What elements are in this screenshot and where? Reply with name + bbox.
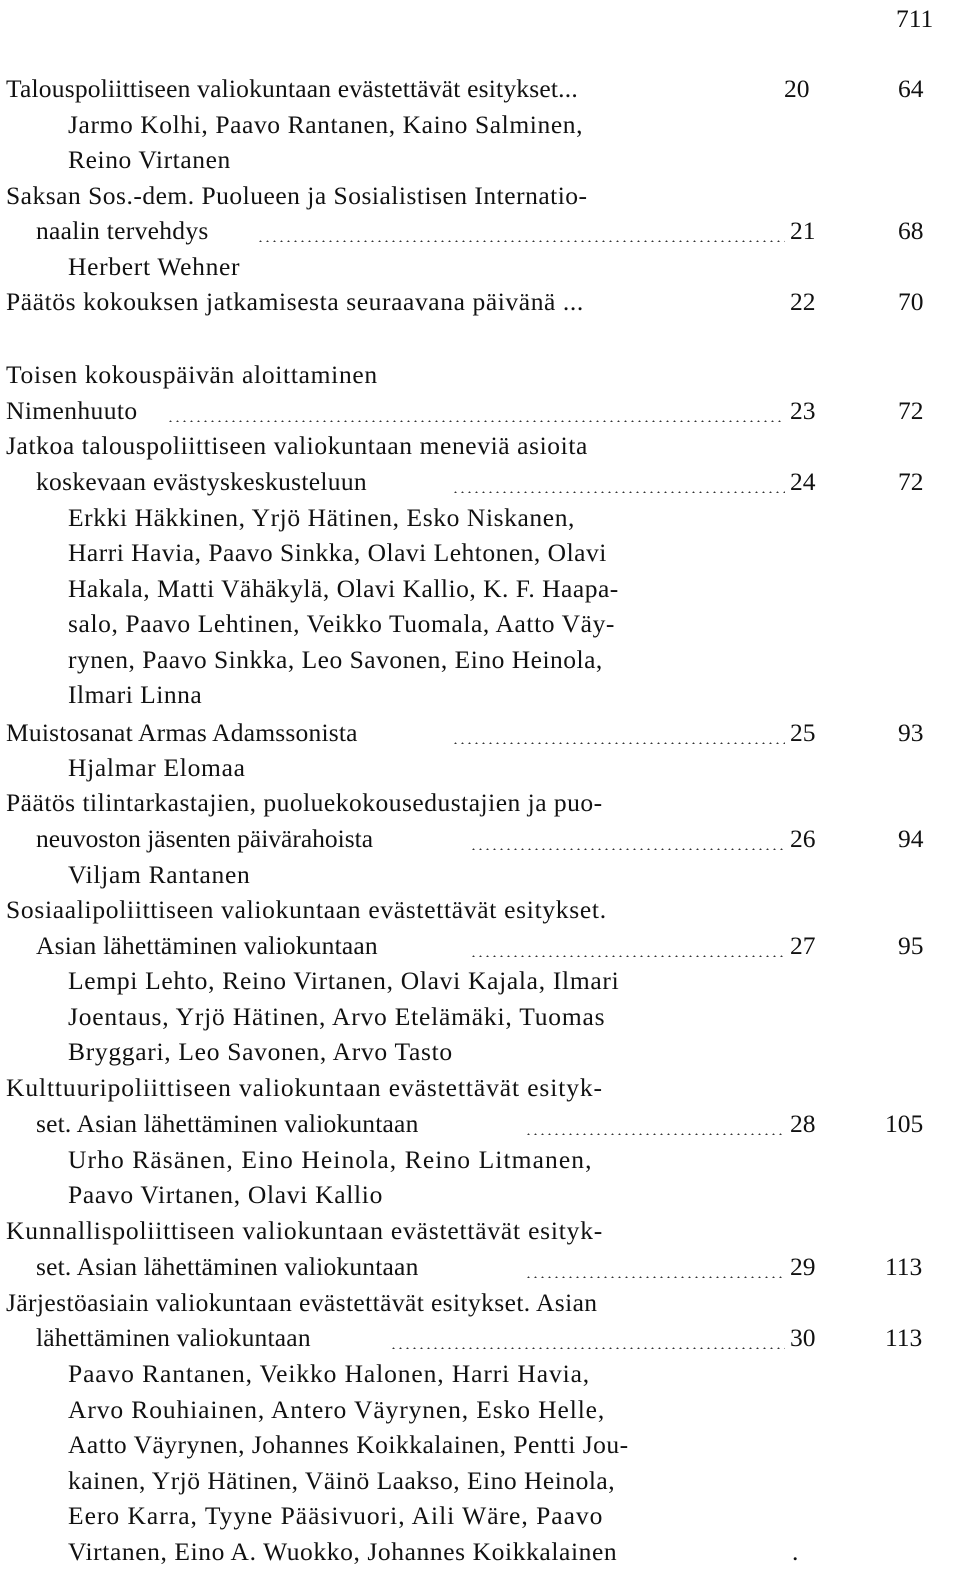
entry-title: Päätös tilintarkastajien, puoluekokousedustajien ja puo- [6, 788, 603, 817]
speaker-names: Jarmo Kolhi, Paavo Rantanen, Kaino Salminen, [68, 110, 584, 139]
speaker-names: Arvo Rouhiainen, Antero Väyrynen, Esko Helle, [68, 1395, 606, 1424]
page-number: 711 [896, 4, 934, 33]
speaker-names: Ilmari Linna [68, 680, 203, 709]
page-ref-original: 113 [885, 1323, 923, 1352]
entry-title: Talouspoliittiseen valiokuntaan evästettävät esitykset... [6, 74, 578, 103]
page-ref-original: 94 [898, 824, 924, 853]
page-ref-original: 64 [898, 74, 924, 103]
page-ref: 23 [790, 396, 816, 425]
page-ref: 22 [790, 287, 816, 316]
entry-title: Kulttuuripoliittiseen valiokuntaan evästettävät esityk- [6, 1073, 603, 1102]
page-ref-original: 70 [898, 287, 924, 316]
page-ref: 25 [790, 718, 816, 747]
speaker-names: Erkki Häkkinen, Yrjö Hätinen, Esko Niskanen, [68, 503, 576, 532]
entry-title: Kunnallispoliittiseen valiokuntaan evästettävät esityk- [6, 1216, 604, 1245]
entry-title-cont: set. Asian lähettäminen valiokuntaan [36, 1109, 419, 1138]
speaker-names: Urho Räsänen, Eino Heinola, Reino Litmanen, [68, 1145, 593, 1174]
speaker-names: Bryggari, Leo Savonen, Arvo Tasto [68, 1037, 453, 1066]
page-ref: 24 [790, 467, 816, 496]
speaker-names: salo, Paavo Lehtinen, Veikko Tuomala, Aatto Väy- [68, 609, 616, 638]
entry-title-cont: naalin tervehdys [36, 216, 209, 245]
speaker-names: Virtanen, Eino A. Wuokko, Johannes Koikkalainen [68, 1537, 618, 1566]
page-ref: 29 [790, 1252, 816, 1281]
entry-title: Sosiaalipoliittiseen valiokuntaan evästettävät esitykset. [6, 895, 607, 924]
entry-title-cont: set. Asian lähettäminen valiokuntaan [36, 1252, 419, 1281]
dot-leader [452, 491, 785, 493]
entry-title-cont: koskevaan evästyskeskusteluun [36, 467, 367, 496]
speaker-names: Paavo Rantanen, Veikko Halonen, Harri Havia, [68, 1359, 591, 1388]
dot-leader [525, 1276, 785, 1278]
page-ref-original: 72 [898, 396, 924, 425]
entry-title: Järjestöasiain valiokuntaan evästettävät esitykset. Asian [6, 1288, 598, 1317]
entry-title-cont: lähettäminen valiokuntaan [36, 1323, 311, 1352]
page-ref-original: 68 [898, 216, 924, 245]
page-ref: 27 [790, 931, 816, 960]
page-ref: 21 [790, 216, 816, 245]
page-ref-original: 72 [898, 467, 924, 496]
speaker-names: Reino Virtanen [68, 145, 231, 174]
page-ref-original: 113 [885, 1252, 923, 1281]
page-ref: 28 [790, 1109, 816, 1138]
page-ref: 30 [790, 1323, 816, 1352]
page-ref: 26 [790, 824, 816, 853]
dot-leader [525, 1133, 785, 1135]
speaker-names: rynen, Paavo Sinkka, Leo Savonen, Eino Heinola, [68, 645, 603, 674]
page-ref-original: 95 [898, 931, 924, 960]
page-ref-original: 93 [898, 718, 924, 747]
speaker-names: Lempi Lehto, Reino Virtanen, Olavi Kajala, Ilmari [68, 966, 620, 995]
entry-title: Muistosanat Armas Adamssonista [6, 718, 358, 747]
entry-title: Nimenhuuto [6, 396, 138, 425]
dot-leader [470, 955, 785, 957]
speaker-names: Eero Karra, Tyyne Pääsivuori, Aili Wäre, Paavo [68, 1501, 604, 1530]
page-ref-original: 105 [885, 1109, 924, 1138]
speaker-names: Paavo Virtanen, Olavi Kallio [68, 1180, 384, 1209]
section-heading: Toisen kokouspäivän aloittaminen [6, 360, 378, 389]
dot-leader [452, 742, 785, 744]
page-ref: 20 [784, 74, 810, 103]
speaker-names: Aatto Väyrynen, Johannes Koikkalainen, Pentti Jou- [68, 1430, 629, 1459]
speaker-names: Harri Havia, Paavo Sinkka, Olavi Lehtonen, Olavi [68, 538, 607, 567]
entry-title: Jatkoa talouspoliittiseen valiokuntaan meneviä asioita [6, 431, 588, 460]
dot-leader [257, 240, 785, 242]
dot-leader [167, 420, 785, 422]
entry-title: Saksan Sos.-dem. Puolueen ja Sosialistisen Internatio- [6, 181, 588, 210]
speaker-names: Hjalmar Elomaa [68, 753, 246, 782]
entry-title-cont: neuvoston jäsenten päivärahoista [36, 824, 374, 853]
entry-title-cont: Asian lähettäminen valiokuntaan [36, 931, 378, 960]
entry-title: Päätös kokouksen jatkamisesta seuraavana päivänä ... [6, 287, 584, 316]
trailing-mark: . [792, 1537, 799, 1566]
dot-leader [470, 848, 785, 850]
speaker-names: kainen, Yrjö Hätinen, Väinö Laakso, Eino Heinola, [68, 1466, 616, 1495]
dot-leader [390, 1347, 785, 1349]
speaker-names: Joentaus, Yrjö Hätinen, Arvo Etelämäki, Tuomas [68, 1002, 606, 1031]
speaker-names: Herbert Wehner [68, 252, 241, 281]
speaker-names: Viljam Rantanen [68, 860, 251, 889]
speaker-names: Hakala, Matti Vähäkylä, Olavi Kallio, K. F. Haapa- [68, 574, 619, 603]
